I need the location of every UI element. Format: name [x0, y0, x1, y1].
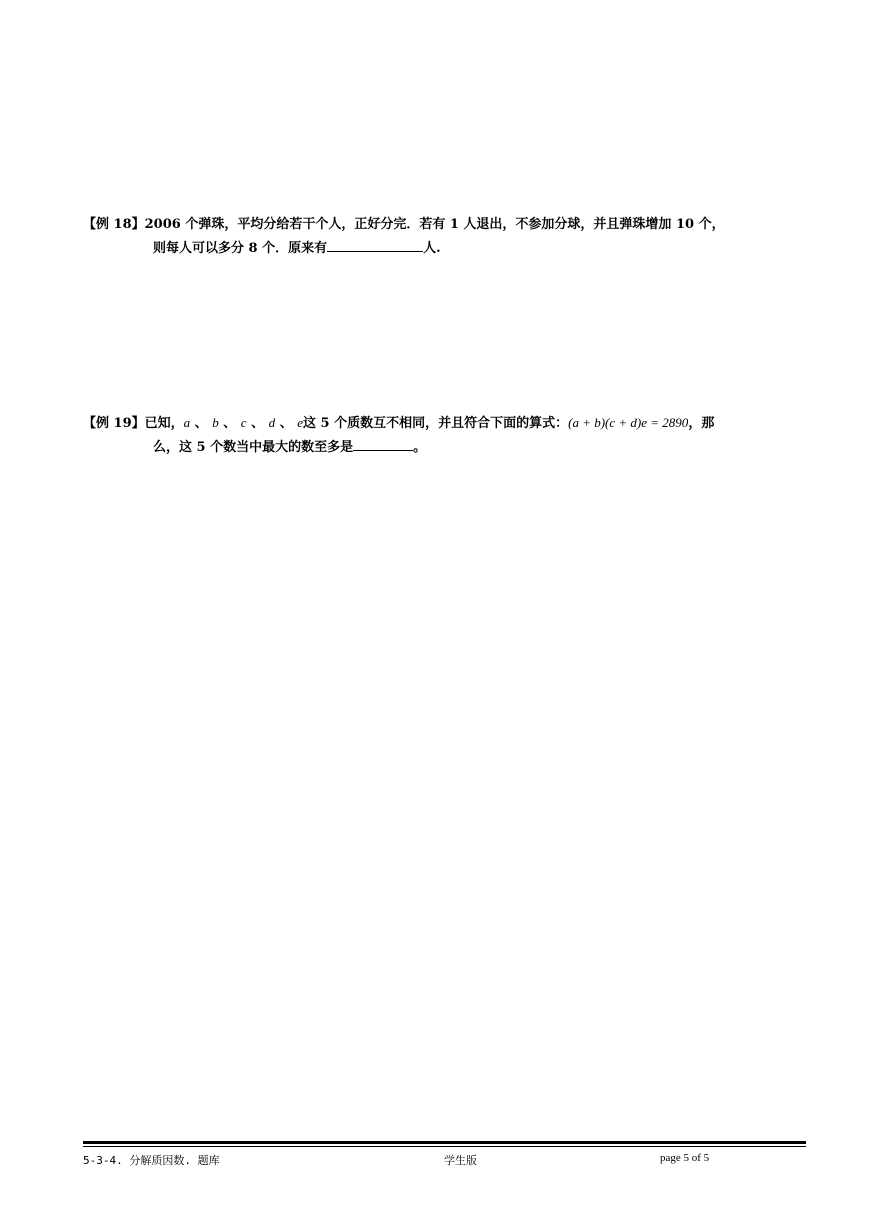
footer-page-number: page 5 of 5 [660, 1152, 710, 1164]
problem-18-label: 【例 18】 [83, 217, 145, 232]
answer-blank-19[interactable] [353, 435, 413, 451]
problem-18-line2 [83, 236, 808, 260]
sep-2: 、 [223, 416, 237, 431]
var-c: c [240, 415, 247, 430]
problem-18-line1 [83, 214, 808, 236]
problem-19-text-3: ，那 [688, 416, 715, 431]
footer-source: 5-3-4. 分解质因数. 题库 [83, 1154, 220, 1167]
var-b: b [212, 415, 219, 430]
problem-18-text-2: 则每人可以多分 8 个．原来有 [153, 241, 328, 256]
footer-divider-thin [83, 1146, 806, 1147]
problem-19-text-2: 这 5 个质数互不相同，并且符合下面的算式： [303, 416, 569, 431]
footer-divider-thick [83, 1141, 806, 1144]
answer-blank-18[interactable] [327, 236, 423, 252]
problem-19 [83, 412, 808, 459]
var-a: a [183, 415, 191, 430]
problem-19-text-1: 已知， [144, 416, 184, 431]
formula: (a + b)(c + d)e = 2890 [568, 415, 689, 430]
problem-19-text-5: 。 [413, 440, 427, 455]
sep-3: 、 [251, 416, 265, 431]
problem-19-label: 【例 19】 [83, 416, 145, 431]
var-e: e [297, 415, 304, 430]
problem-18-text-1: 2006 个弹珠，平均分给若干个人，正好分完．若有 1 人退出，不参加分球，并且弹珠增加 10 个， [144, 217, 725, 232]
problem-19-text-4: 么，这 5 个数当中最大的数至多是 [153, 440, 354, 455]
problem-18-text-3: 人. [423, 241, 441, 256]
sep-4: 、 [279, 416, 293, 431]
footer-edition: 学生版 [444, 1155, 477, 1167]
problem-19-line1 [83, 412, 808, 435]
problem-19-line2 [83, 435, 808, 459]
sep-1: 、 [194, 416, 208, 431]
var-d: d [268, 415, 276, 430]
problem-18 [83, 214, 808, 260]
